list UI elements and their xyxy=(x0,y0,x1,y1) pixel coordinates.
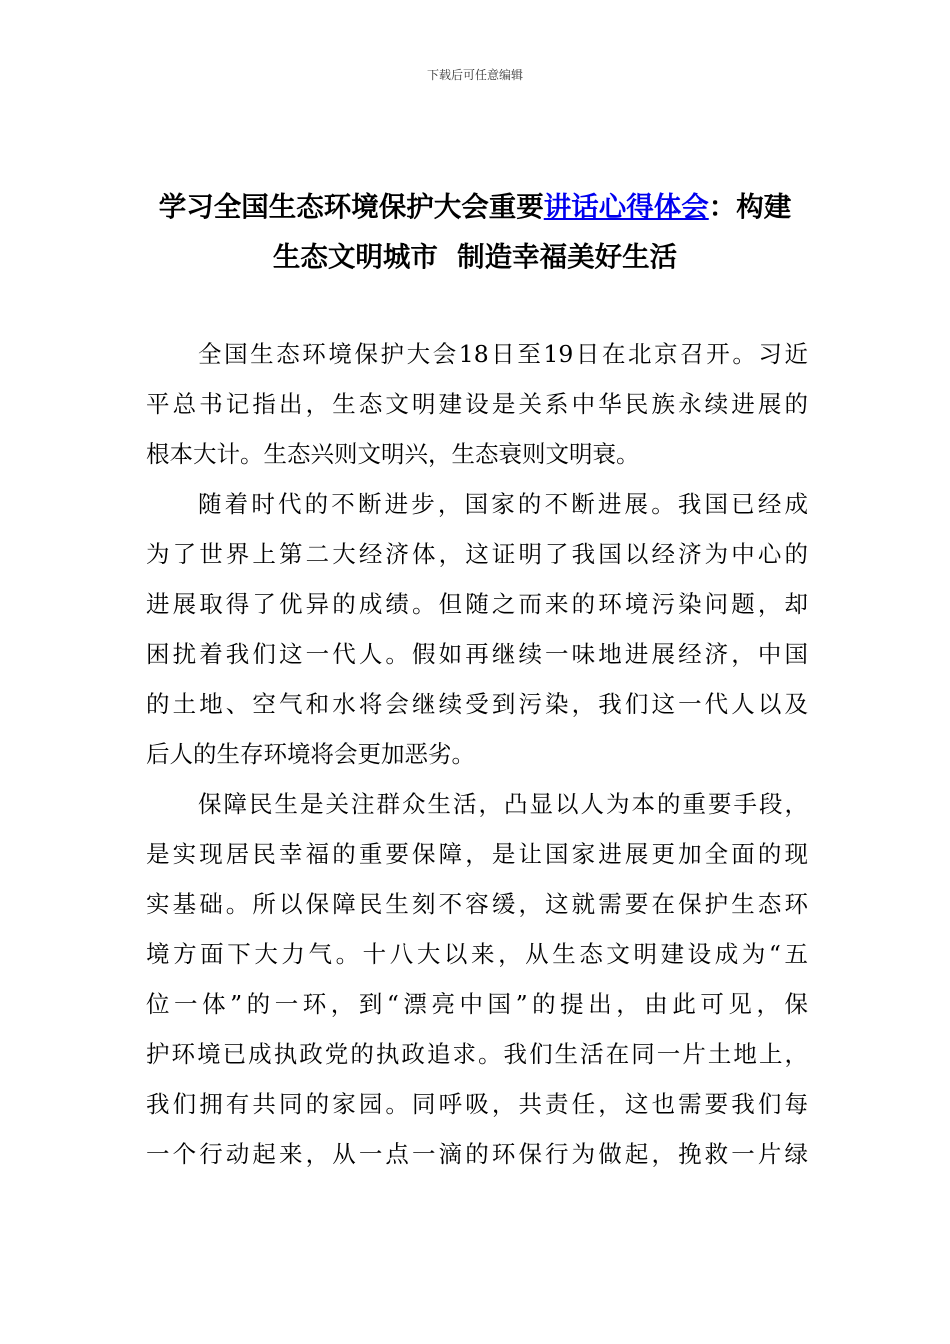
text-line: 平总书记指出，生态文明建设是关系中华民族永续进展的 xyxy=(146,390,808,418)
text-line: 后人的生存环境将会更加恶劣。 xyxy=(146,740,475,768)
text-line: 位一体”的一环，到“漂亮中国”的提出，由此可见，保 xyxy=(146,990,808,1018)
text-line: 困扰着我们这一代人。假如再继续一味地进展经济，中国 xyxy=(146,640,808,668)
title-line-2: 生态文明城市 制造幸福美好生活 xyxy=(272,241,678,273)
text-line: 护环境已成执政党的执政追求。我们生活在同一片土地上， xyxy=(146,1040,808,1068)
paragraph-3 xyxy=(146,779,808,1179)
header-note: 下载后可任意编辑 xyxy=(426,68,523,82)
title-line-1-suffix: ：构建 xyxy=(708,191,792,223)
paragraph-2 xyxy=(146,479,808,779)
text-line: 境方面下大力气。十八大以来，从生态文明建设成为“五 xyxy=(146,940,808,968)
text-line: 根本大计。生态兴则文明兴，生态衰则文明衰。 xyxy=(146,440,640,468)
text-line: 保障民生是关注群众生活，凸显以人为本的重要手段， xyxy=(198,790,808,818)
text-line: 我们拥有共同的家园。同呼吸，共责任，这也需要我们每 xyxy=(146,1090,808,1118)
title-link[interactable]: 讲话心得体会 xyxy=(543,191,709,223)
text-line: 的土地、空气和水将会继续受到污染，我们这一代人以及 xyxy=(146,690,808,718)
text-line: 一个行动起来，从一点一滴的环保行为做起，挽救一片绿 xyxy=(146,1140,808,1168)
paragraph-1 xyxy=(146,329,808,479)
text-line: 实基础。所以保障民生刻不容缓，这就需要在保护生态环 xyxy=(146,890,808,918)
text-line: 是实现居民幸福的重要保障，是让国家进展更加全面的现 xyxy=(146,840,808,868)
text-line: 随着时代的不断进步，国家的不断进展。我国已经成 xyxy=(198,490,808,518)
title-line-1 xyxy=(120,182,830,232)
document-title xyxy=(120,182,830,282)
text-line: 进展取得了优异的成绩。但随之而来的环境污染问题，却 xyxy=(146,590,808,618)
body-text xyxy=(146,329,808,1179)
text-line: 为了世界上第二大经济体，这证明了我国以经济为中心的 xyxy=(146,540,808,568)
text-line: 全国生态环境保护大会18日至19日在北京召开。习近 xyxy=(198,340,808,368)
title-line-1-text: 学习全国生态环境保护大会重要 xyxy=(158,191,544,223)
